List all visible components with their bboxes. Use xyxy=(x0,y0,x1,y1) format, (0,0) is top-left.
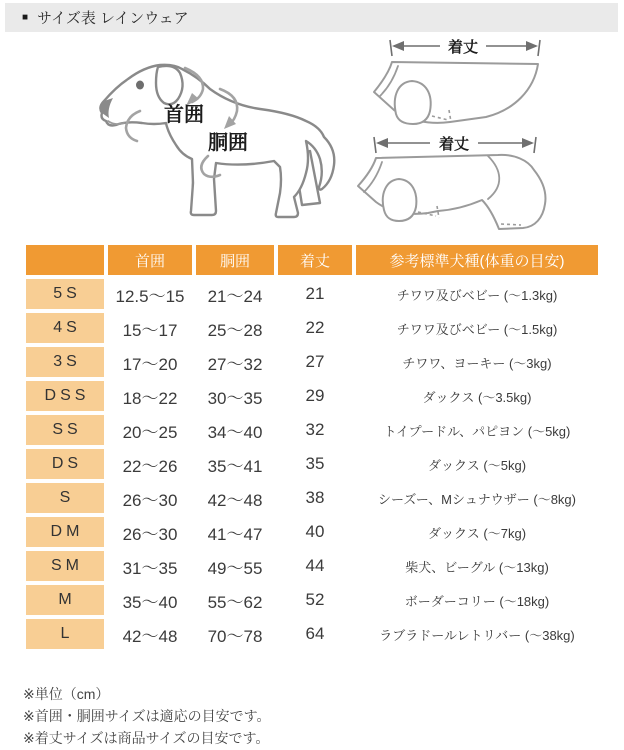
size-table-head-row xyxy=(26,245,598,275)
girth-cell: 34～40 xyxy=(196,415,274,445)
girth-cell: 30～35 xyxy=(196,381,274,411)
neck-cell: 26～30 xyxy=(108,517,192,547)
table-row xyxy=(26,619,598,649)
breeds-cell: チワワ及びベビー (～1.3kg) xyxy=(356,279,598,309)
table-row xyxy=(26,449,598,479)
girth-cell: 70～78 xyxy=(196,619,274,649)
measurement-diagram xyxy=(0,34,624,242)
length-cell: 64 xyxy=(278,619,352,649)
footnote-unit: ※単位（cm） xyxy=(23,686,110,702)
girth-cell: 25～28 xyxy=(196,313,274,343)
neck-cell: 17～20 xyxy=(108,347,192,377)
girth-cell: 35～41 xyxy=(196,449,274,479)
size-column-header xyxy=(26,245,104,275)
breeds-cell: ボーダーコリー (～18kg) xyxy=(356,585,598,615)
size-table xyxy=(22,241,602,653)
breeds-cell: シーズー、Mシュナウザー (～8kg) xyxy=(356,483,598,513)
length-cell: 38 xyxy=(278,483,352,513)
neck-cell: 20～25 xyxy=(108,415,192,445)
breeds-cell: チワワ及びベビー (～1.5kg) xyxy=(356,313,598,343)
neck-cell: 35～40 xyxy=(108,585,192,615)
table-row xyxy=(26,381,598,411)
table-row xyxy=(26,517,598,547)
footnotes xyxy=(23,683,271,749)
size-label-cell: DS xyxy=(26,449,104,479)
girth-cell: 42～48 xyxy=(196,483,274,513)
garment-suit-illustration xyxy=(338,134,564,238)
table-row xyxy=(26,585,598,615)
neck-column-header: 首囲 xyxy=(108,245,192,275)
size-label-cell: L xyxy=(26,619,104,649)
section-title-bar xyxy=(5,3,618,32)
size-label-cell: SM xyxy=(26,551,104,581)
size-table-body xyxy=(26,279,598,649)
length-cell: 27 xyxy=(278,347,352,377)
length-cell: 29 xyxy=(278,381,352,411)
table-row xyxy=(26,279,598,309)
size-label-cell: 3S xyxy=(26,347,104,377)
neck-girth-label: 首囲 xyxy=(164,104,204,126)
size-label-cell: DM xyxy=(26,517,104,547)
body-girth-label: 胴囲 xyxy=(208,132,248,154)
girth-cell: 27～32 xyxy=(196,347,274,377)
table-row xyxy=(26,313,598,343)
size-label-cell: S xyxy=(26,483,104,513)
breeds-cell: ラブラドールレトリバー (～38kg) xyxy=(356,619,598,649)
length-cell: 22 xyxy=(278,313,352,343)
breeds-column-header: 参考標準犬種(体重の目安) xyxy=(356,245,598,275)
girth-column-header: 胴囲 xyxy=(196,245,274,275)
girth-cell: 55～62 xyxy=(196,585,274,615)
neck-cell: 12.5～15 xyxy=(108,279,192,309)
breeds-cell: トイプードル、パピヨン (～5kg) xyxy=(356,415,598,445)
breeds-cell: ダックス (～5kg) xyxy=(356,449,598,479)
page-title: サイズ表 レインウェア xyxy=(37,10,189,27)
dog-eye xyxy=(136,81,144,90)
table-row xyxy=(26,551,598,581)
size-label-cell: 5S xyxy=(26,279,104,309)
breeds-cell: ダックス (～3.5kg) xyxy=(356,381,598,411)
size-label-cell: 4S xyxy=(26,313,104,343)
square-bullet-icon: ■ xyxy=(22,11,29,23)
neck-cell: 31～35 xyxy=(108,551,192,581)
size-label-cell: SS xyxy=(26,415,104,445)
breeds-cell: チワワ、ヨーキー (～3kg) xyxy=(356,347,598,377)
garment-bottom-length-label: 着丈 xyxy=(438,136,470,153)
length-cell: 52 xyxy=(278,585,352,615)
footnote-fit: ※首囲・胴囲サイズは適応の目安です。 xyxy=(23,708,271,724)
neck-cell: 15～17 xyxy=(108,313,192,343)
neck-cell: 42～48 xyxy=(108,619,192,649)
girth-cell: 21～24 xyxy=(196,279,274,309)
length-cell: 40 xyxy=(278,517,352,547)
garment-cape-illustration xyxy=(352,36,552,136)
length-cell: 44 xyxy=(278,551,352,581)
table-row xyxy=(26,347,598,377)
length-cell: 32 xyxy=(278,415,352,445)
girth-cell: 49～55 xyxy=(196,551,274,581)
neck-cell: 26～30 xyxy=(108,483,192,513)
garment-top-length-label: 着丈 xyxy=(447,39,479,56)
breeds-cell: ダックス (～7kg) xyxy=(356,517,598,547)
size-label-cell: DSS xyxy=(26,381,104,411)
dog-illustration xyxy=(82,37,350,239)
footnote-length: ※着丈サイズは商品サイズの目安です。 xyxy=(23,730,270,746)
length-cell: 21 xyxy=(278,279,352,309)
neck-cell: 18～22 xyxy=(108,381,192,411)
size-label-cell: M xyxy=(26,585,104,615)
girth-cell: 41～47 xyxy=(196,517,274,547)
length-column-header: 着丈 xyxy=(278,245,352,275)
breeds-cell: 柴犬、ビーグル (～13kg) xyxy=(356,551,598,581)
table-row xyxy=(26,415,598,445)
table-row xyxy=(26,483,598,513)
neck-cell: 22～26 xyxy=(108,449,192,479)
length-cell: 35 xyxy=(278,449,352,479)
